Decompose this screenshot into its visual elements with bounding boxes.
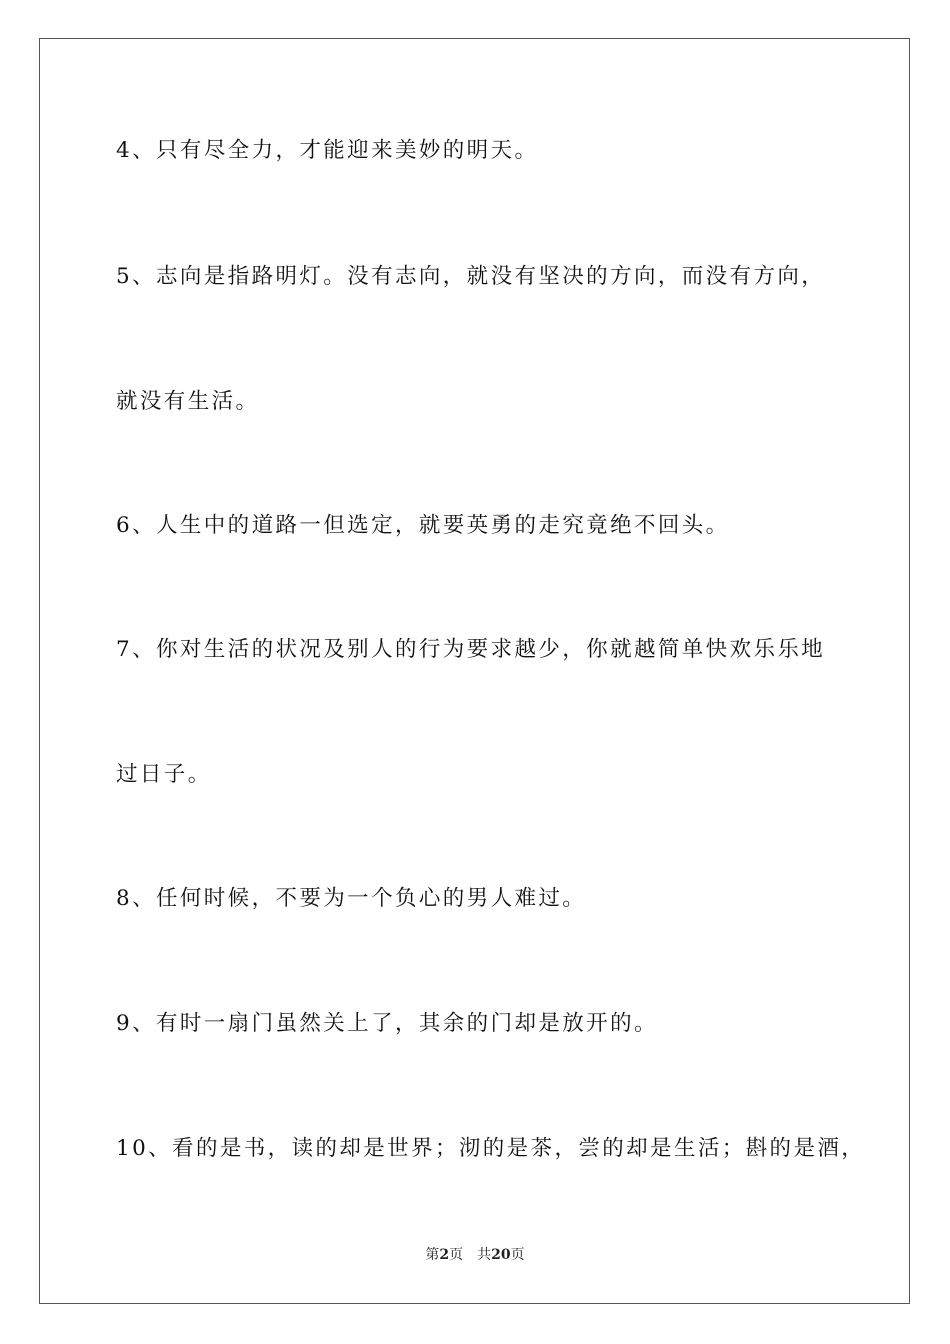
page-total: 20: [491, 1247, 511, 1263]
page-current: 2: [439, 1247, 450, 1263]
text-line-7: 7、你对生活的状况及别人的行为要求越少，你就越简单快欢乐乐地: [116, 637, 826, 662]
text-line-5-cont: 就没有生活。: [116, 389, 260, 414]
page-frame: [39, 38, 910, 1304]
text-line-9: 9、有时一扇门虽然关上了，其余的门却是放开的。: [116, 1011, 658, 1036]
text-line-5: 5、志向是指路明灯。没有志向，就没有坚决的方向，而没有方向，: [116, 264, 826, 289]
total-prefix: 共: [477, 1247, 492, 1263]
page-suffix: 页: [449, 1247, 464, 1263]
page-prefix: 第: [425, 1247, 440, 1263]
text-line-4: 4、只有尽全力，才能迎来美妙的明天。: [116, 138, 539, 163]
text-line-7-cont: 过日子。: [116, 762, 212, 787]
total-suffix: 页: [510, 1247, 525, 1263]
text-line-10: 10、看的是书，读的却是世界；沏的是茶，尝的却是生活；斟的是酒，: [116, 1136, 866, 1161]
text-line-6: 6、人生中的道路一但选定，就要英勇的走究竟绝不回头。: [116, 513, 730, 538]
page-footer: [0, 1244, 950, 1264]
text-line-8: 8、任何时候，不要为一个负心的男人难过。: [116, 886, 587, 911]
